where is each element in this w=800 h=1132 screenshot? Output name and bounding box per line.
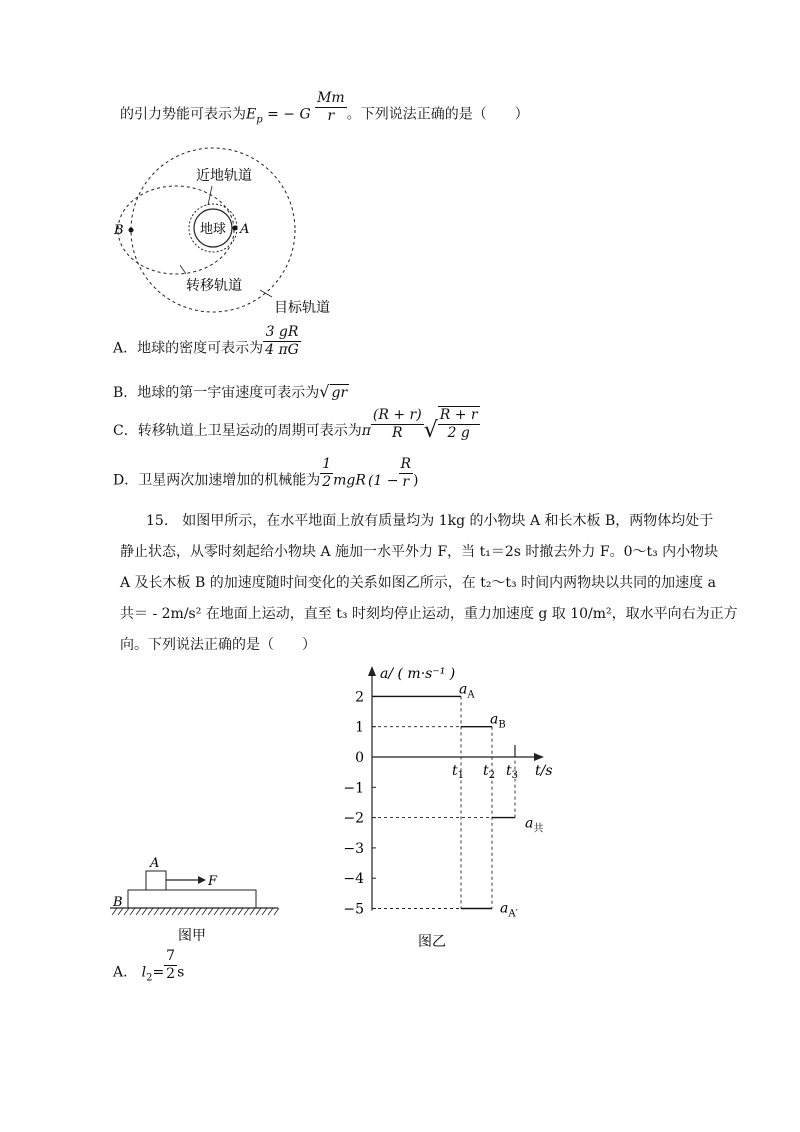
transfer-orbit-pointer bbox=[180, 265, 186, 274]
q15-paragraph bbox=[120, 506, 738, 661]
q15-line-3: A 及长木板 B 的加速度随时间变化的关系如图乙所示，在 t₂～t₃ 时间内两物块以共同的加速度 a bbox=[120, 575, 716, 591]
series-label-aA': $a_{A'}$ bbox=[500, 900, 518, 920]
x-axis-arrow bbox=[534, 753, 544, 761]
option-b: B．地球的第一宇宙速度可表示为√ gr bbox=[113, 382, 348, 401]
fig-jia-caption: 图甲 bbox=[178, 928, 206, 944]
y-tick-label: 0 bbox=[355, 750, 364, 766]
board-b bbox=[128, 890, 256, 908]
q15-line-1: 15. 如图甲所示，在水平地面上放有质量均为 1kg 的小物块 A 和长木板 B，两物体均处于 bbox=[146, 513, 714, 529]
series-label-a共: $a_共$ bbox=[525, 815, 544, 835]
option-d-rr bbox=[399, 456, 414, 491]
hatch-line bbox=[244, 908, 249, 915]
option-a-q15 bbox=[113, 948, 185, 988]
chart-axes bbox=[368, 666, 544, 911]
hatch-line bbox=[220, 908, 225, 915]
ground-hatch bbox=[112, 908, 279, 915]
ep-symbol: E bbox=[246, 106, 257, 123]
force-arrow-head bbox=[198, 876, 206, 884]
option-c-text: C．转移轨道上卫星运动的周期可表示为 bbox=[113, 423, 362, 439]
ep-subscript: p bbox=[256, 114, 263, 126]
target-orbit-pointer bbox=[260, 290, 272, 297]
option-c-num1: (R + r) bbox=[372, 406, 422, 423]
board-b-label: B bbox=[113, 895, 123, 910]
y-tick-label: −3 bbox=[343, 840, 364, 857]
hatch-line bbox=[190, 908, 195, 915]
option-a-text: A．地球的密度可表示为 bbox=[113, 340, 264, 357]
hatch-line bbox=[268, 908, 273, 915]
ep-equals: = − G bbox=[267, 106, 311, 123]
x-axis-title: t/s bbox=[535, 763, 553, 779]
option-c-den1: R bbox=[392, 424, 403, 441]
option-c-fraction-2 bbox=[438, 406, 480, 442]
fig-yi-caption: 图乙 bbox=[418, 934, 446, 950]
option-d-half bbox=[320, 456, 333, 491]
option-d-mgr: mgR bbox=[333, 472, 366, 489]
hatch-line bbox=[148, 908, 153, 915]
transfer-orbit-label: 转移轨道 bbox=[186, 278, 242, 294]
option-d bbox=[113, 456, 419, 491]
option-c: C．转移轨道上卫星运动的周期可表示为π $\frac{(R + r)}{R}$ √ $\frac{R + r}{2 g}$ bbox=[113, 406, 478, 443]
y-axis-title: a/ ( m·s⁻¹ ) bbox=[380, 666, 456, 682]
hatch-line bbox=[184, 908, 189, 915]
hatch-line bbox=[196, 908, 201, 915]
point-a-dot bbox=[233, 226, 238, 231]
series-label-aA: $a_A$ bbox=[459, 681, 475, 701]
y-tick-label: 1 bbox=[355, 719, 364, 736]
hatch-line bbox=[124, 908, 129, 915]
ep-frac-den: r bbox=[327, 108, 335, 124]
option-a15-num: 7 bbox=[166, 948, 176, 964]
hatch-line bbox=[208, 908, 213, 915]
y-tick-label: −2 bbox=[343, 810, 364, 827]
option-a bbox=[113, 324, 301, 359]
option-a-num: 3 gR bbox=[263, 324, 301, 342]
hatch-line bbox=[238, 908, 243, 915]
chart-marks bbox=[372, 696, 515, 908]
block-a-label: A bbox=[150, 856, 160, 871]
q15-line-2: 静止状态，从零时刻起给小物块 A 施加一水平外力 F，当 t₁＝2s 时撤去外力 F。0～t₃ 内小物块 bbox=[120, 544, 719, 560]
point-b-label: B bbox=[114, 223, 124, 238]
chart-labels bbox=[343, 666, 552, 950]
hatch-line bbox=[154, 908, 159, 915]
header-suffix: 。下列说法正确的是（ ） bbox=[346, 106, 529, 123]
series-label-aB: $a_B$ bbox=[490, 711, 506, 731]
hatch-line bbox=[262, 908, 267, 915]
force-label: F bbox=[208, 874, 218, 889]
y-axis-arrow bbox=[368, 666, 376, 676]
header-line bbox=[120, 90, 529, 130]
block-a bbox=[146, 871, 166, 890]
point-b-dot bbox=[129, 228, 134, 233]
option-d-fden: r bbox=[402, 474, 410, 490]
hatch-line bbox=[136, 908, 141, 915]
option-b-text: B．地球的第一宇宙速度可表示为 bbox=[113, 385, 320, 401]
option-a15-fraction bbox=[164, 948, 177, 983]
hatch-line bbox=[226, 908, 231, 915]
option-d-open: (1 − bbox=[367, 472, 399, 489]
ep-frac-num: Mm bbox=[317, 90, 345, 106]
option-b-root: gr bbox=[331, 385, 348, 401]
option-d-text: D．卫星两次加速增加的机械能为 bbox=[113, 472, 321, 489]
header-prefix: 的引力势能可表示为 bbox=[120, 106, 246, 123]
point-a-label: A bbox=[240, 222, 250, 237]
option-a15-den: 2 bbox=[166, 966, 176, 982]
hatch-line bbox=[166, 908, 171, 915]
hatch-line bbox=[274, 908, 279, 915]
option-d-den: 2 bbox=[322, 474, 332, 490]
ep-fraction bbox=[315, 90, 347, 125]
option-c-pi: π bbox=[361, 423, 371, 439]
chart-guides bbox=[372, 696, 515, 908]
hatch-line bbox=[172, 908, 177, 915]
hatch-line bbox=[178, 908, 183, 915]
hatch-line bbox=[202, 908, 207, 915]
option-a15-var: l bbox=[141, 964, 147, 981]
option-a15-eq: = bbox=[152, 964, 165, 981]
figure-jia bbox=[108, 850, 288, 950]
hatch-line bbox=[256, 908, 261, 915]
x-tick-label: $t_3$ bbox=[506, 763, 519, 781]
q15-line-5: 向。下列说法正确的是（ ） bbox=[120, 637, 316, 653]
option-d-close: ) bbox=[413, 472, 419, 489]
y-tick-label: −4 bbox=[343, 871, 364, 888]
y-tick-label: −1 bbox=[343, 780, 364, 797]
y-tick-label: −5 bbox=[343, 901, 364, 918]
orbit-diagram bbox=[100, 140, 340, 340]
hatch-line bbox=[214, 908, 219, 915]
q15-line-4: 共＝ - 2m/s² 在地面上运动，直至 t₃ 时刻均停止运动，重力加速度 g 取 10/m²，取水平向右为正方 bbox=[120, 606, 738, 622]
option-c-den2: 2 g bbox=[447, 425, 470, 441]
option-d-num: 1 bbox=[322, 456, 332, 472]
hatch-line bbox=[130, 908, 135, 915]
option-a-fraction bbox=[263, 324, 301, 359]
option-c-num2: R + r bbox=[439, 407, 478, 423]
option-c-fraction-1 bbox=[371, 407, 424, 442]
option-d-fnum: R bbox=[400, 456, 412, 472]
option-a-den: 4 πG bbox=[265, 342, 299, 358]
option-a15-prefix: A． bbox=[113, 964, 138, 981]
target-orbit-label: 目标轨道 bbox=[274, 300, 330, 316]
option-a15-sub: 2 bbox=[146, 972, 153, 984]
hatch-line bbox=[250, 908, 255, 915]
y-tick-label: 2 bbox=[355, 689, 364, 706]
figure-yi-chart bbox=[330, 660, 570, 955]
hatch-line bbox=[160, 908, 165, 915]
hatch-line bbox=[142, 908, 147, 915]
earth-label: 地球 bbox=[200, 222, 227, 237]
x-tick-label: $t_1$ bbox=[452, 763, 465, 781]
hatch-line bbox=[232, 908, 237, 915]
x-tick-label: $t_2$ bbox=[483, 763, 496, 781]
near-orbit-label: 近地轨道 bbox=[196, 168, 252, 184]
option-a15-unit: s bbox=[177, 964, 185, 981]
